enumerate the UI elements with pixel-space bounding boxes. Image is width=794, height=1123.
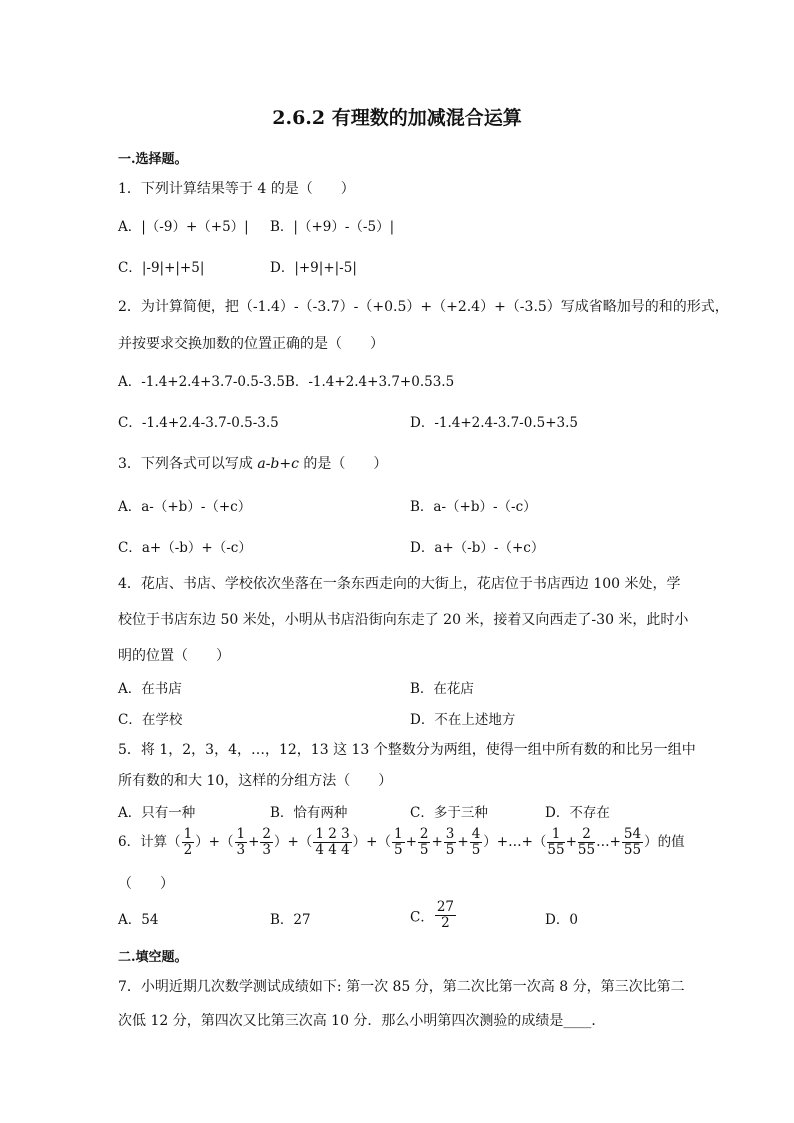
question-6-tail: ）的值 bbox=[644, 834, 685, 850]
question-5-stem-line1: 5．将 1，2，3，4，…，12，13 这 13 个整数分为两组，使得一组中所有数的和比另一组中 bbox=[118, 742, 696, 758]
question-6-lead: 6．计算（ bbox=[118, 834, 181, 850]
fraction: $\frac{1}{5}$ bbox=[393, 826, 403, 858]
fraction: $\frac{4}{5}$ bbox=[471, 826, 481, 858]
question-3-expression: a-b+c bbox=[257, 456, 299, 472]
fraction-group: $\frac{1 2 3}{4 4 4}$ bbox=[315, 826, 350, 858]
ellipsis: …+ bbox=[596, 834, 621, 850]
fraction: $\frac{1}{3}$ bbox=[236, 826, 246, 858]
paren-plus: ）+（ bbox=[352, 834, 391, 850]
question-6-option-a: A．54 bbox=[118, 912, 159, 928]
fraction: $\frac{2}{3}$ bbox=[262, 826, 271, 858]
question-4-stem-line1: 4．花店、书店、学校依次坐落在一条东西走向的大街上，花店位于书店西边 100 米处，学 bbox=[118, 576, 681, 592]
section-heading-choice: 一.选择题。 bbox=[118, 152, 188, 167]
question-3-stem bbox=[118, 453, 387, 473]
question-4-option-b: B．在花店 bbox=[410, 681, 474, 697]
question-1-option-a: A．|（-9）+（+5）| bbox=[118, 219, 249, 235]
plus-sign: + bbox=[565, 834, 577, 850]
question-6-stem bbox=[118, 827, 685, 858]
question-7-stem-line2: 次低 12 分，第四次又比第三次高 10 分．那么小明第四次测验的成绩是____． bbox=[118, 1013, 606, 1029]
paren-plus: ）+（ bbox=[274, 834, 313, 850]
fraction: $\frac{2}{55}$ bbox=[577, 826, 596, 858]
question-1-option-b: B．|（+9）-（-5）| bbox=[270, 219, 395, 235]
question-4-option-c: C．在学校 bbox=[118, 712, 183, 728]
question-4-stem-line2: 校位于书店东边 50 米处，小明从书店沿街向东走了 20 米，接着又向西走了-30 米，此时小 bbox=[118, 612, 689, 628]
question-3-option-b: B．a-（+b）-（-c） bbox=[410, 499, 537, 515]
question-4-option-a: A．在书店 bbox=[118, 681, 182, 697]
question-6-option-c: C． $\frac{27}{2}$ bbox=[410, 899, 455, 931]
paren-ellipsis: ）+…+（ bbox=[483, 834, 547, 850]
question-3-option-a: A．a-（+b）-（+c） bbox=[118, 499, 252, 515]
plus-sign: + bbox=[405, 834, 417, 850]
question-6-option-b: B．27 bbox=[270, 912, 311, 928]
question-4-option-d: D．不在上述地方 bbox=[410, 712, 516, 728]
question-4-stem-line3: 明的位置（ ） bbox=[118, 648, 230, 664]
question-5-stem-line2: 所有数的和大 10，这样的分组方法（ ） bbox=[118, 773, 393, 789]
fraction: $\frac{3}{5}$ bbox=[445, 826, 455, 858]
fraction: $\frac{1}{2}$ bbox=[183, 826, 193, 858]
question-3-option-d: D．a+（-b）-（+c） bbox=[410, 540, 545, 556]
question-1-option-c: C．|-9|+|+5| bbox=[118, 260, 205, 276]
section-heading-fill: 二.填空题。 bbox=[118, 950, 188, 965]
fraction: $\frac{54}{55}$ bbox=[623, 826, 642, 858]
question-3-option-c: C．a+（-b）+（-c） bbox=[118, 540, 252, 556]
question-2-option-ab: A．-1.4+2.4+3.7-0.5-3.5B．-1.4+2.4+3.7+0.53.5 bbox=[118, 374, 455, 390]
question-5-option-c: C．多于三种 bbox=[410, 805, 488, 821]
question-5-option-d: D．不存在 bbox=[545, 805, 610, 821]
question-7-stem-line1: 7．小明近期几次数学测试成绩如下: 第一次 85 分，第二次比第一次高 8 分，第三次比第二 bbox=[118, 979, 685, 995]
question-1-stem: 1．下列计算结果等于 4 的是（ ） bbox=[118, 181, 355, 197]
question-2-option-c: C．-1.4+2.4-3.7-0.5-3.5 bbox=[118, 415, 279, 431]
question-6-option-d: D．0 bbox=[545, 912, 578, 928]
page-title: 2.6.2 有理数的加减混合运算 bbox=[272, 107, 522, 129]
question-2-stem-line1: 2．为计算简便，把（-1.4）-（-3.7）-（+0.5）+（+2.4）+（-3.5）写成省略加号的和的形式， bbox=[118, 299, 729, 315]
fraction: $\frac{27}{2}$ bbox=[436, 899, 455, 931]
fraction: $\frac{1}{55}$ bbox=[547, 826, 565, 858]
question-5-option-b: B．恰有两种 bbox=[270, 805, 348, 821]
question-6-answer-paren: （ ） bbox=[118, 876, 174, 892]
plus-sign: + bbox=[431, 834, 443, 850]
plus-sign: + bbox=[248, 834, 260, 850]
question-3-stem-b: 的是（ ） bbox=[298, 456, 388, 472]
paren-plus: ）+（ bbox=[195, 834, 234, 850]
plus-sign: + bbox=[457, 834, 469, 850]
question-3-stem-a: 3．下列各式可以写成 bbox=[118, 456, 258, 472]
question-2-option-d: D．-1.4+2.4-3.7-0.5+3.5 bbox=[410, 415, 578, 431]
question-2-stem-line2: 并按要求交换加数的位置正确的是（ ） bbox=[118, 336, 384, 352]
question-1-option-d: D．|+9|+|-5| bbox=[270, 260, 357, 276]
question-5-option-a: A．只有一种 bbox=[118, 805, 196, 821]
fraction: $\frac{2}{5}$ bbox=[419, 826, 429, 858]
